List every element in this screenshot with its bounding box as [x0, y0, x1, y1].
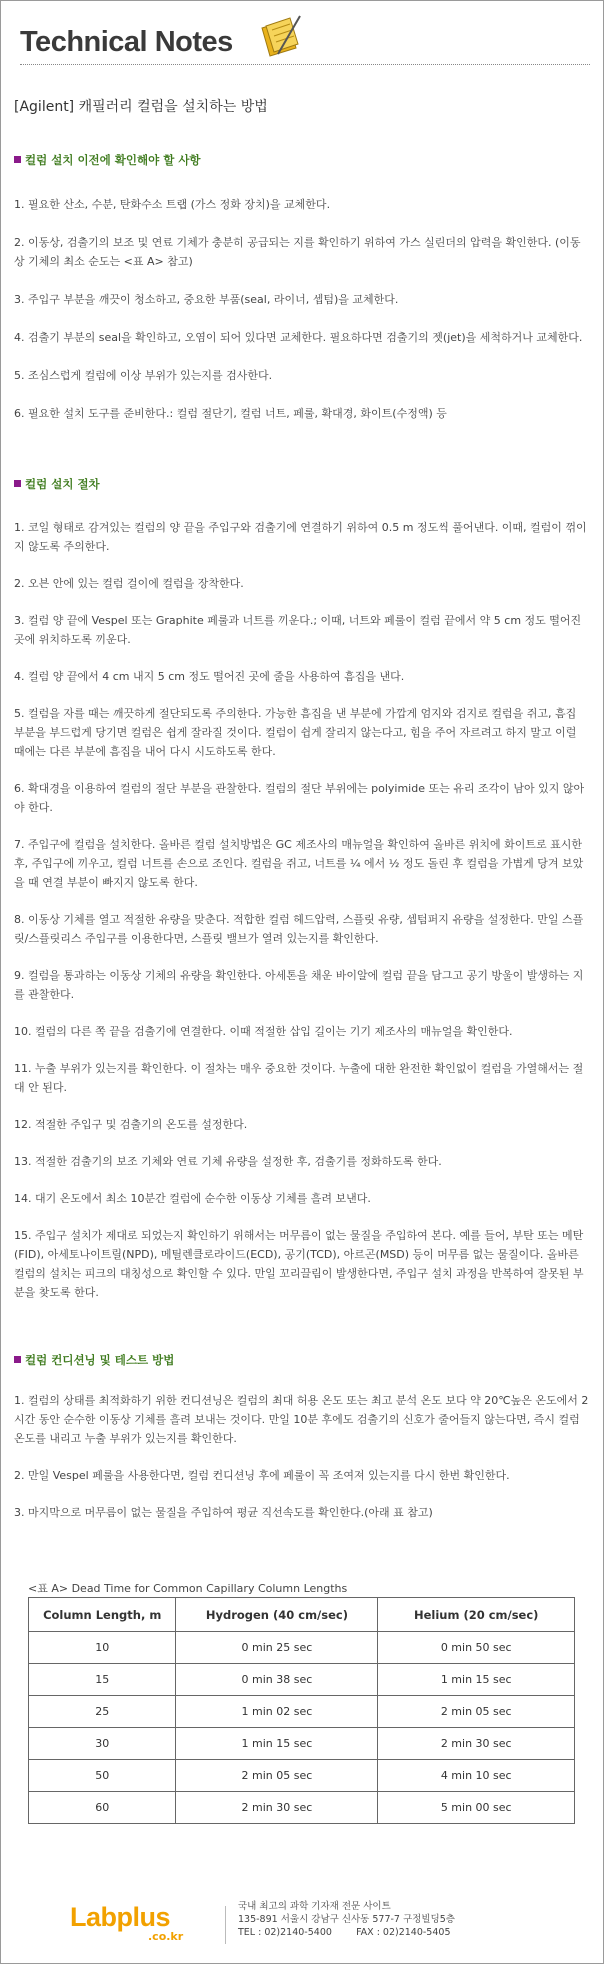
- list-item: 10. 컬럼의 다른 쪽 끝을 검출기에 연결한다. 이때 적절한 삽입 길이는 기기 제조사의 매뉴얼을 확인한다.: [14, 1025, 513, 1038]
- table-caption: <표 A> Dead Time for Common Capillary Column Lengths: [28, 1582, 348, 1595]
- list-item: 2. 만일 Vespel 페룰을 사용한다면, 컬럼 컨디션닝 후에 페룰이 꼭 조여져 있는지를 다시 한번 확인한다.: [14, 1469, 510, 1482]
- table-header-row: [29, 1598, 575, 1632]
- footer-tagline: 국내 최고의 과학 기자재 전문 사이트: [238, 1901, 391, 1912]
- list-item: 15. 주입구 설치가 제대로 되었는지 확인하기 위해서는 머무름이 없는 물질을 주입하여 본다. 예를 들어, 부탄 또는 메탄(FID), 아세토나이트릴(NPD), 메틸렌클로라이드(ECD), 공기(TCD), 아르곤(MSD) 등이 머무름 없는 물질이다. 올바른 컬럼의 설치는 피크의 대칭성으로 확인할 수 있다. 만일 꼬리끌림이 발생한다면, 주입구 설치 과정을 반복하여 잘못된 부분을 찾도록 한다.: [14, 1229, 584, 1299]
- list-item: 1. 코일 형태로 감겨있는 컬럼의 양 끝을 주입구와 검출기에 연결하기 위하여 0.5 m 정도씩 풀어낸다. 이때, 컬럼이 꺾이지 않도록 주의한다.: [14, 521, 587, 553]
- list-item: 1. 컬럼의 상태를 최적화하기 위한 컨디션닝은 컬럼의 최대 허용 온도 또는 최고 분석 온도 보다 약 20℃높은 온도에서 2 시간 동안 순수한 이동상 기체를 흘려 보내는 것이다. 만일 10분 후에도 검출기의 신호가 줄어들지 않는다면, 즉시 컬럼 온도를 내리고 누출 부위가 있는지를 확인한다.: [14, 1394, 589, 1445]
- table-cell: 0 min 25 sec: [176, 1632, 378, 1664]
- table-cell: 0 min 38 sec: [176, 1664, 378, 1696]
- notes-icon: [258, 14, 302, 60]
- list-item: 5. 조심스럽게 컬럼에 이상 부위가 있는지를 검사한다.: [14, 369, 273, 382]
- technical-notes-logo: [20, 26, 233, 59]
- footer-contact-info: [238, 1900, 455, 1939]
- table-cell: 2 min 30 sec: [176, 1792, 378, 1824]
- table-row: [29, 1760, 575, 1792]
- dead-time-table: [28, 1597, 575, 1824]
- square-bullet-icon: [14, 1356, 21, 1363]
- list-item: 1. 필요한 산소, 수분, 탄화수소 트랩 (가스 정화 장치)을 교체한다.: [14, 198, 331, 211]
- logo-word-technical: Technical: [20, 26, 148, 58]
- list-item: 11. 누출 부위가 있는지를 확인한다. 이 절차는 매우 중요한 것이다. 누출에 대한 완전한 확인없이 컬럼을 가열해서는 절대 안 된다.: [14, 1062, 584, 1094]
- section-heading-conditioning: 컬럼 컨디션닝 및 테스트 방법: [14, 1352, 590, 1368]
- list-item: 3. 마지막으로 머무름이 없는 물질을 주입하여 평균 직선속도를 확인한다.(아래 표 참고): [14, 1506, 433, 1519]
- table-cell: 1 min 15 sec: [176, 1728, 378, 1760]
- square-bullet-icon: [14, 480, 21, 487]
- table-cell: 60: [29, 1792, 176, 1824]
- table-cell: 5 min 00 sec: [378, 1792, 575, 1824]
- header-divider: [20, 64, 590, 65]
- list-item: 3. 주입구 부분을 깨끗이 청소하고, 중요한 부품(seal, 라이너, 셉텀)을 교체한다.: [14, 293, 399, 306]
- list-item: 4. 컬럼 양 끝에서 4 cm 내지 5 cm 정도 떨어진 곳에 줄을 사용하여 흠집을 낸다.: [14, 670, 405, 683]
- list-item: 12. 적절한 주입구 및 검출기의 온도를 설정한다.: [14, 1118, 248, 1131]
- column-header: Helium (20 cm/sec): [378, 1598, 575, 1632]
- table-row: [29, 1696, 575, 1728]
- column-header: Hydrogen (40 cm/sec): [176, 1598, 378, 1632]
- document-body: [14, 152, 590, 1522]
- list-item: 2. 오븐 안에 있는 컬럼 걸이에 컬럼을 장착한다.: [14, 577, 244, 590]
- table-row: [29, 1664, 575, 1696]
- table-cell: 1 min 15 sec: [378, 1664, 575, 1696]
- list-item: 3. 컬럼 양 끝에 Vespel 또는 Graphite 페룰과 너트를 끼운다.; 이때, 너트와 페룰이 컬럼 끝에서 약 5 cm 정도 떨어진 곳에 위치하도록 끼운다.: [14, 614, 582, 646]
- list-item: 8. 이동상 기체를 열고 적절한 유량을 맞춘다. 적합한 컬럼 헤드압력, 스플릿 유량, 셉텀퍼지 유량을 설정한다. 만일 스플릿/스플릿리스 주입구를 이용한다면, 스플릿 밸브가 열려 있는지를 확인한다.: [14, 913, 584, 945]
- table-cell: 25: [29, 1696, 176, 1728]
- header: [20, 14, 590, 64]
- square-bullet-icon: [14, 156, 21, 163]
- table-row: [29, 1632, 575, 1664]
- footer-divider: [225, 1906, 226, 1944]
- table-cell: 1 min 02 sec: [176, 1696, 378, 1728]
- footer: [70, 1900, 550, 1950]
- list-item: 6. 필요한 설치 도구를 준비한다.: 컬럼 절단기, 컬럼 너트, 페룰, 확대경, 화이트(수정액) 등: [14, 407, 447, 420]
- section-heading-preinstall: 컬럼 설치 이전에 확인해야 할 사항: [14, 152, 590, 168]
- table-cell: 15: [29, 1664, 176, 1696]
- table-cell: 10: [29, 1632, 176, 1664]
- list-item: 14. 대기 온도에서 최소 10분간 컬럼에 순수한 이동상 기체를 흘려 보낸다.: [14, 1192, 371, 1205]
- table-cell: 2 min 05 sec: [378, 1696, 575, 1728]
- footer-phone-fax: TEL : 02)2140-5400 FAX : 02)2140-5405: [238, 1927, 451, 1938]
- section-heading-procedure: 컬럼 설치 절차: [14, 476, 590, 492]
- table-cell: 4 min 10 sec: [378, 1760, 575, 1792]
- list-item: 4. 검출기 부분의 seal을 확인하고, 오염이 되어 있다면 교체한다. 필요하다면 검출기의 젯(jet)을 세척하거나 교체한다.: [14, 331, 583, 344]
- logo-word-notes: Notes: [154, 26, 233, 58]
- labplus-logo[interactable]: Labplus: [70, 1902, 171, 1932]
- list-item: 13. 적절한 검출기의 보조 기체와 연료 기체 유량을 설정한 후, 검출기를 정화하도록 한다.: [14, 1155, 442, 1168]
- table-cell: 2 min 05 sec: [176, 1760, 378, 1792]
- list-item: 2. 이동상, 검출기의 보조 및 연료 기체가 충분히 공급되는 지를 확인하기 위하여 가스 실린더의 압력을 확인한다. (이동상 기체의 최소 순도는 <표 A> 참고): [14, 236, 581, 268]
- document-title: [Agilent] 캐필러리 컬럼을 설치하는 방법: [14, 99, 268, 115]
- footer-address: 135-891 서울시 강남구 신사동 577-7 구정빌딩5층: [238, 1914, 455, 1925]
- table-cell: 2 min 30 sec: [378, 1728, 575, 1760]
- table-row: [29, 1728, 575, 1760]
- table-row: [29, 1792, 575, 1824]
- table-cell: 30: [29, 1728, 176, 1760]
- column-header: Column Length, m: [29, 1598, 176, 1632]
- list-item: 5. 컬럼을 자를 때는 깨끗하게 절단되도록 주의한다. 가능한 흠집을 낸 부분에 가깝게 엄지와 검지로 컬럼을 쥐고, 흠집 부분을 부드럽게 당기면 컬럼은 쉽게 잘라질 것이다. 컬럼이 쉽게 잘리지 않는다고, 힘을 주어 자르려고 하지 말고 이럴 때에는 다른 부분에 흠집을 내어 다시 시도하도록 한다.: [14, 707, 577, 758]
- labplus-domain: .co.kr: [148, 1930, 184, 1943]
- list-item: 7. 주입구에 컬럼을 설치한다. 올바른 컬럼 설치방법은 GC 제조사의 매뉴얼을 확인하여 올바른 위치에 화이트로 표시한 후, 주입구에 끼우고, 컬럼 너트를 손으로 조인다. 컬럼을 쥐고, 너트를 ¼ 에서 ½ 정도 돌린 후 컬럼을 가볍게 당겨 보았을 때 연결 부분이 빠지지 않도록 한다.: [14, 838, 584, 889]
- table-cell: 50: [29, 1760, 176, 1792]
- list-item: 9. 컬럼을 통과하는 이동상 기체의 유량을 확인한다. 아세톤을 채운 바이알에 컬럼 끝을 담그고 공기 방울이 발생하는 지를 관찰한다.: [14, 969, 584, 1001]
- table-cell: 0 min 50 sec: [378, 1632, 575, 1664]
- list-item: 6. 확대경을 이용하여 컬럼의 절단 부분을 관찰한다. 컬럼의 절단 부위에는 polyimide 또는 유리 조각이 남아 있지 않아야 한다.: [14, 782, 585, 814]
